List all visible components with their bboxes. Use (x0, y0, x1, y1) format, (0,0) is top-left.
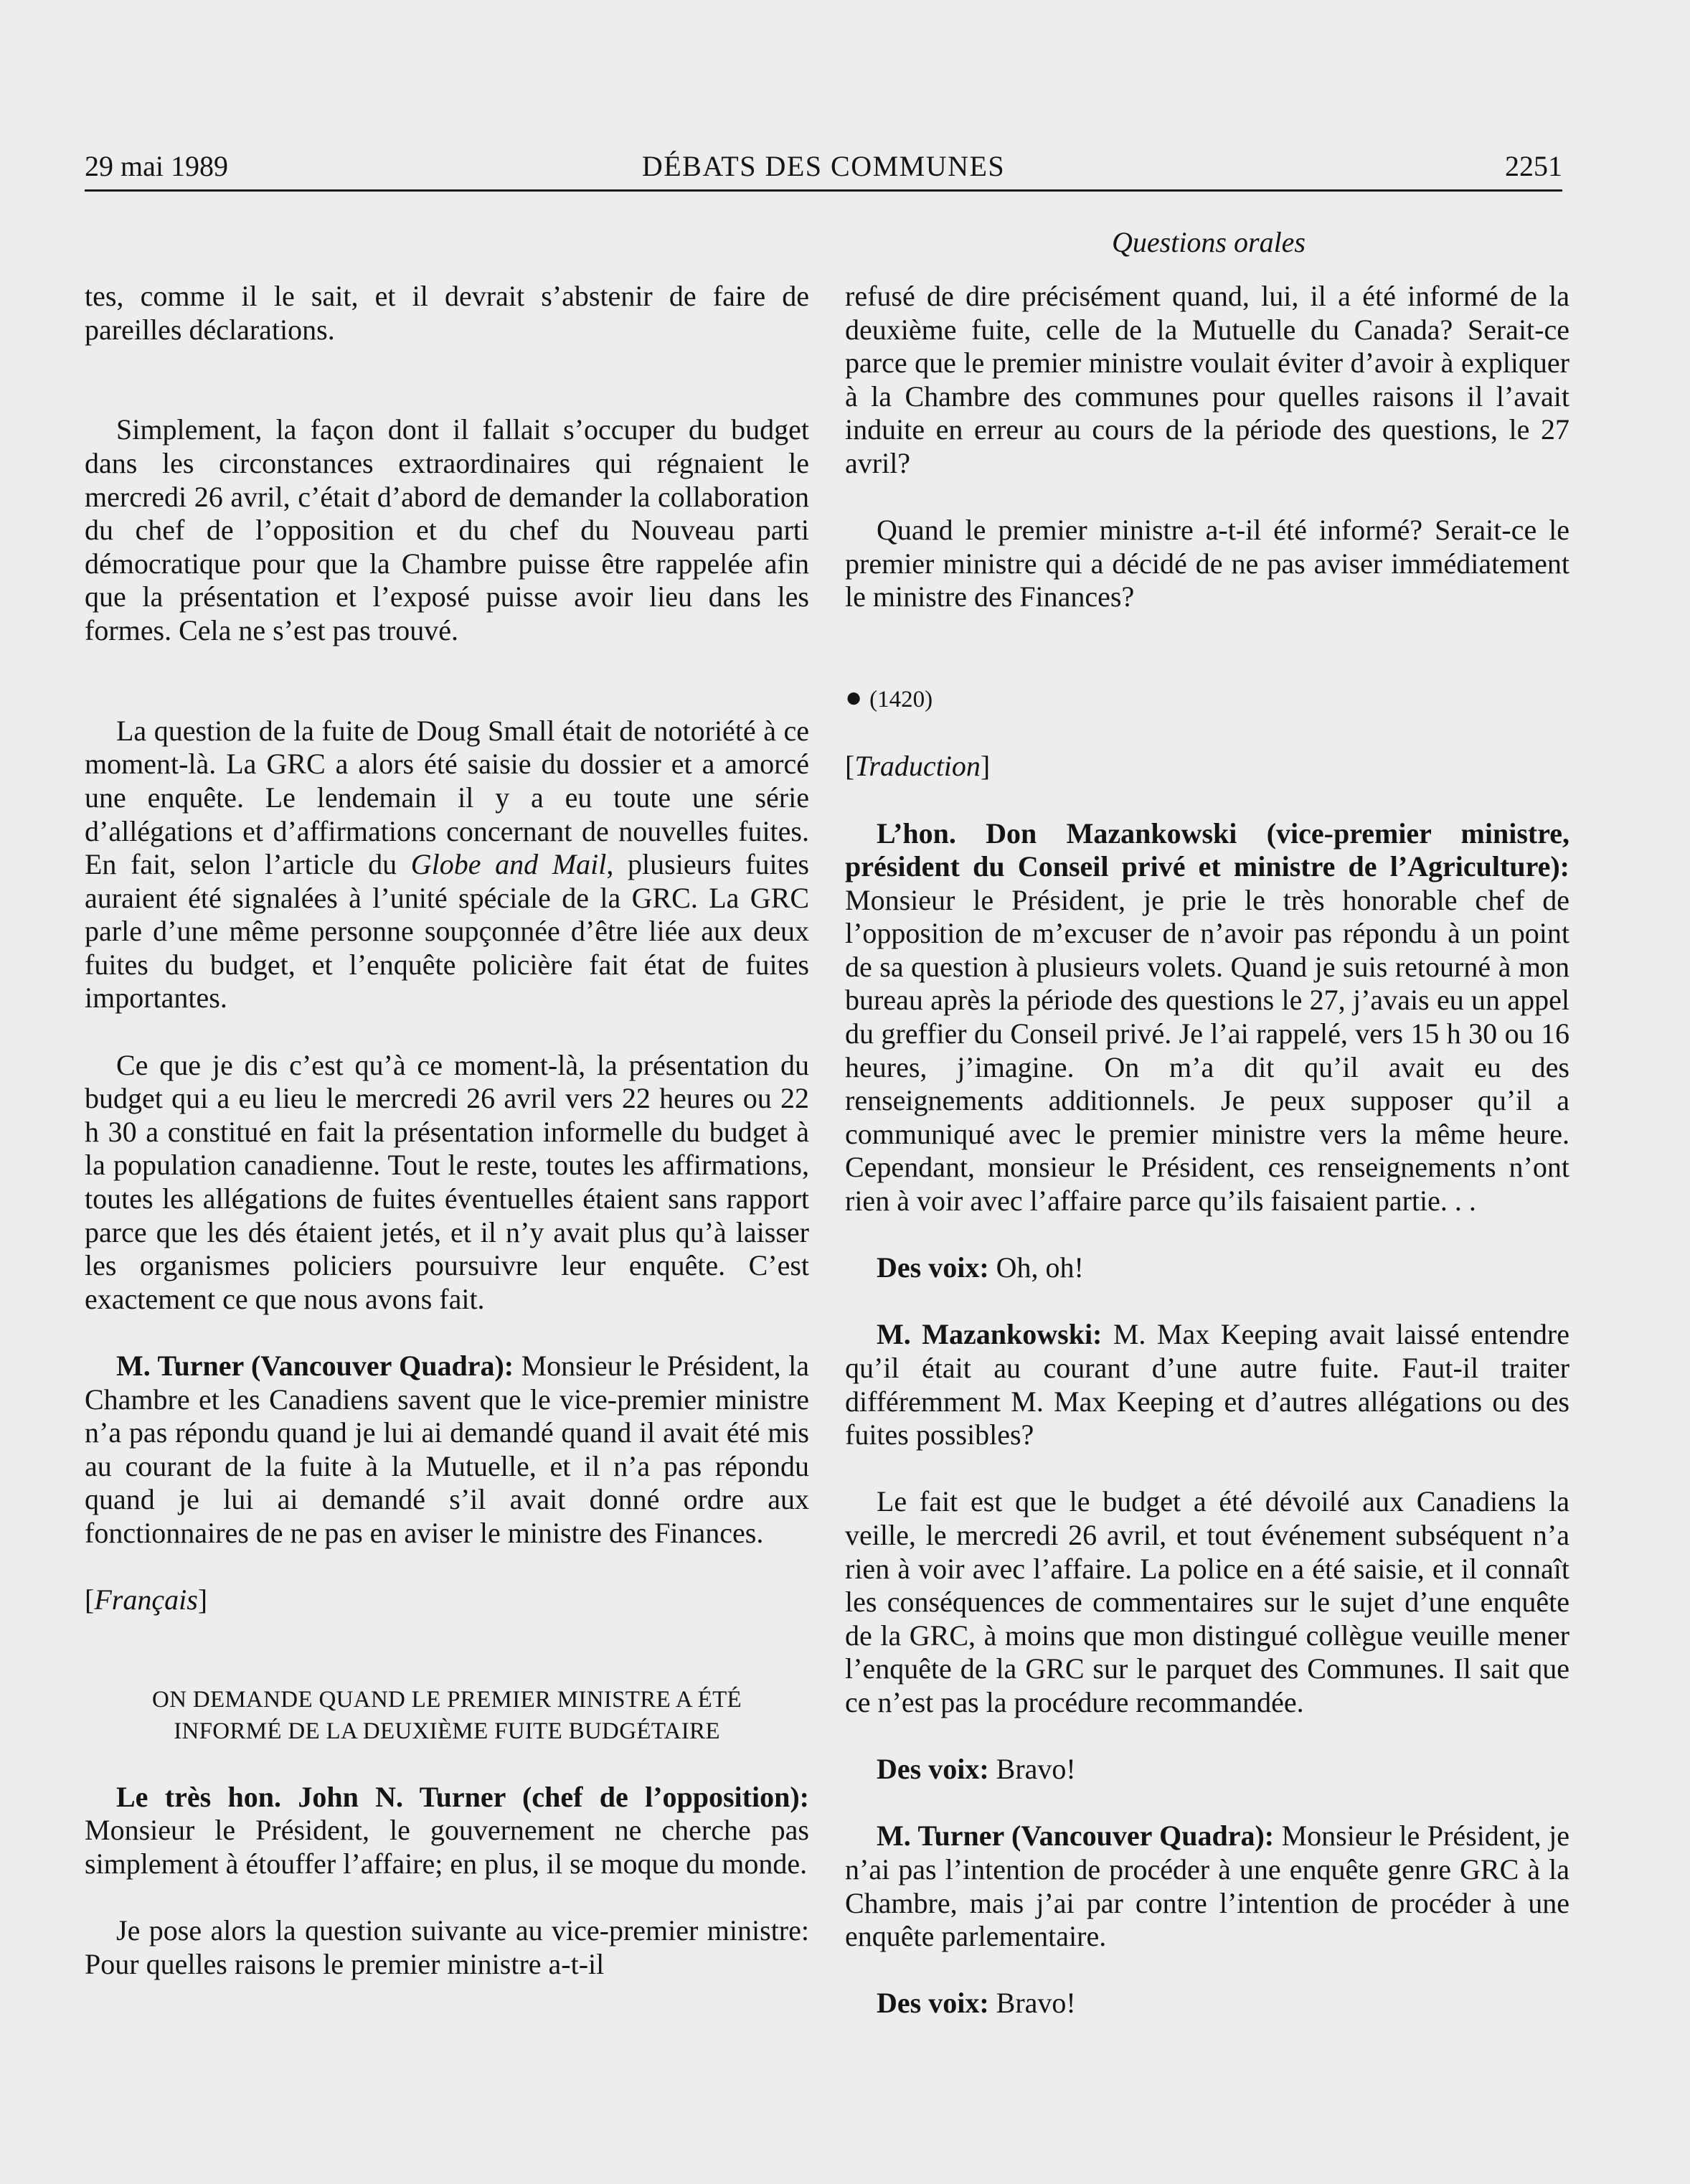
speech: M. Mazankowski: M. Max Keeping avait laissé entendre qu’il était au courant d’une autre fuite. Faut-il traiter différemment M. Max Keeping et d’autres allégations ou des fuites possibles? (845, 1318, 1569, 1451)
paragraph: tes, comme il le sait, et il devrait s’abstenir de faire de pareilles déclarations. (85, 280, 809, 346)
right-column (845, 280, 1569, 2020)
speech: L’hon. Don Mazankowski (vice-premier ministre, président du Conseil privé et ministre de l’Agriculture): Monsieur le Président, je prie le très honorable chef de l’opposition de m’excuser de n’avoir pas répondu à un point de sa question à plusieurs volets. Quand je suis retourné à mon bureau après la période des questions le 27, j’avais eu un appel du greffier du Conseil privé. Je l’ai rappelé, vers 15 h 30 ou 16 heures, j’imagine. On m’a dit qu’il avait eu des renseignements additionnels. Je peux supposer qu’il a communiqué avec le premier ministre vers la même heure. Cependant, monsieur le Président, ces renseignements n’ont rien à voir avec l’affaire parce qu’ils faisaient partie. . . (845, 816, 1569, 1218)
publication-title: Globe and Mail (410, 848, 607, 881)
paragraph: Ce que je dis c’est qu’à ce moment-là, la présentation du budget qui a eu lieu le mercredi 26 avril vers 22 heures ou 22 h 30 a constitué en fait la présentation informelle du budget à la population canadienne. Tout le reste, toutes les affirmations, toutes les allégations de fuites éventuelles étaient sans rapport parce que les dés étaient jetés, et il n’y avait plus qu’à laisser les organismes policiers poursuivre leur enquête. C’est exactement ce que nous avons fait. (85, 1048, 809, 1315)
rubric-heading: ON DEMANDE QUAND LE PREMIER MINISTRE A ÉTÉ INFORMÉ DE LA DEUXIÈME FUITE BUDGÉTAIRE (152, 1686, 742, 1744)
speaker-name: Le très hon. John N. Turner (chef de l’opposition): (116, 1780, 809, 1813)
language-tag: [Français] (85, 1583, 208, 1616)
speaker-name: Des voix: (877, 1251, 989, 1284)
speaker-name: L’hon. Don Mazankowski (vice-premier ministre, président du Conseil privé et ministre de l’Agriculture): (845, 816, 1569, 883)
paragraph: refusé de dire précisément quand, lui, il a été informé de la deuxième fuite, celle de la Mutuelle du Canada? Serait-ce parce que le premier ministre voulait éviter d’avoir à expliquer à la Chambre des communes pour quelles raisons il l’avait induite en erreur au cours de la période des questions, le 27 avril? (845, 280, 1569, 479)
language-tag: [Traduction] (845, 750, 991, 783)
paragraph: La question de la fuite de Doug Small était de notoriété à ce moment-là. La GRC a alors été saisie du dossier et a amorcé une enquête. Le lendemain il y a eu toute une série d’allégations et d’affirmations concernant de nouvelles fuites. En fait, selon l’article du Globe and Mail, plusieurs fuites auraient été signalées à l’unité spéciale de la GRC. La GRC parle d’une même personne soupçonnée d’être liée aux deux fuites du budget, et l’enquête policière fait état de fuites importantes. (85, 714, 809, 1015)
section-title: Questions orales (1112, 226, 1306, 258)
speaker-name: Des voix: (877, 1987, 989, 2020)
header-date: 29 mai 1989 (85, 150, 228, 182)
paragraph: Le fait est que le budget a été dévoilé aux Canadiens la veille, le mercredi 26 avril, et tout événement subséquent n’a rien à voir avec l’affaire. La police en a été saisie, et il connaît les conséquences de commentaires sur le sujet d’une enquête de la GRC, à moins que mon distingué collègue veuille mener l’enquête de la GRC sur le parquet des Communes. Il sait que ce n’est pas la procédure recommandée. (845, 1485, 1569, 1718)
bullet-icon: ● (845, 681, 863, 714)
paragraph: Quand le premier ministre a-t-il été informé? Serait-ce le premier ministre qui a décidé de ne pas aviser immédiatement le ministre des Finances? (845, 514, 1569, 613)
paragraph: Simplement, la façon dont il fallait s’occuper du budget dans les circonstances extraordinaires qui régnaient le mercredi 26 avril, c’était d’abord de demander la collaboration du chef de l’opposition et du chef du Nouveau parti démocratique pour que la Chambre puisse être rappelée afin que la présentation et l’exposé puisse avoir lieu dans les formes. Cela ne s’est pas trouvé. (85, 413, 809, 646)
speech: Des voix: Bravo! (877, 1753, 1076, 1786)
speech: M. Turner (Vancouver Quadra): Monsieur le Président, la Chambre et les Canadiens savent que le vice-premier ministre n’a pas répondu quand je lui ai demandé quand il avait été mis au courant de la fuite à la Mutuelle, et il n’a pas répondu quand je lui ai demandé s’il avait donné ordre aux fonctionnaires de ne pas en aviser le ministre des Finances. (85, 1350, 810, 1549)
speaker-name: M. Mazankowski: (877, 1318, 1103, 1351)
header-rule (85, 189, 1562, 192)
page-number: 2251 (1505, 150, 1562, 182)
timestamp: ● (1420) (845, 681, 933, 714)
speaker-name: M. Turner (Vancouver Quadra): (877, 1820, 1275, 1853)
left-column (85, 280, 809, 1981)
speaker-name: Des voix: (877, 1753, 989, 1786)
speech: M. Turner (Vancouver Quadra): Monsieur le Président, je n’ai pas l’intention de procéder à une enquête genre GRC à la Chambre, mais j’ai par contre l’intention de procéder à une enquête parlementaire. (845, 1820, 1570, 1953)
speech: Le très hon. John N. Turner (chef de l’opposition): Monsieur le Président, le gouvernement ne cherche pas simplement à étouffer l’affaire; en plus, il se moque du monde. (85, 1780, 809, 1880)
speech: Des voix: Oh, oh! (877, 1251, 1084, 1284)
speech: Des voix: Bravo! (877, 1987, 1076, 2020)
header-title: DÉBATS DES COMMUNES (641, 150, 1006, 182)
paragraph: Je pose alors la question suivante au vice-premier ministre: Pour quelles raisons le premier ministre a-t-il (85, 1914, 809, 1980)
speaker-name: M. Turner (Vancouver Quadra): (116, 1350, 514, 1382)
